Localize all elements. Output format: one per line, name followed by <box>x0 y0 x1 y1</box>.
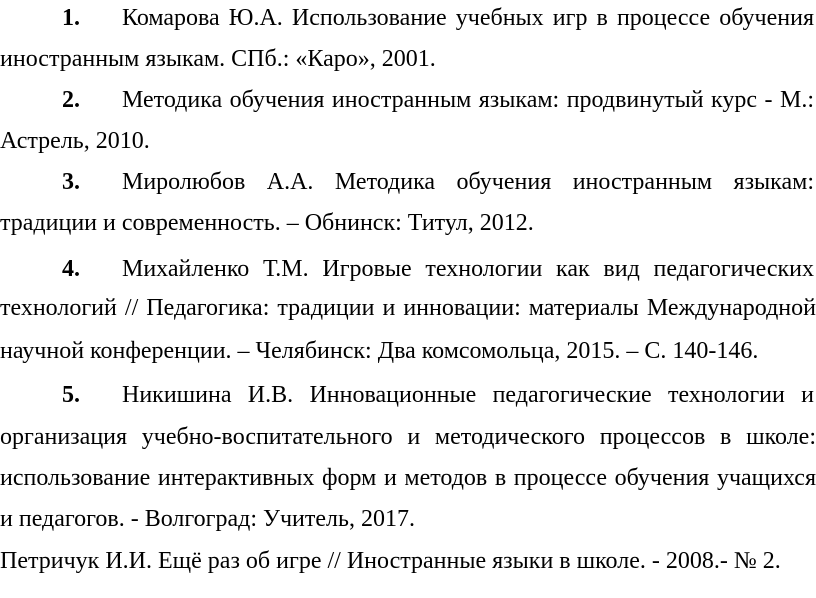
reference-text: Миролюбов А.А. Методика обучения иностранным языкам: <box>122 169 814 195</box>
reference-line: традиции и современность. – Обнинск: Титул, 2012. <box>0 210 534 236</box>
reference-number: 1. <box>62 5 80 31</box>
reference-number: 2. <box>62 87 80 113</box>
reference-line: иностранным языкам. СПб.: «Каро», 2001. <box>0 46 436 72</box>
reference-text: Комарова Ю.А. Использование учебных игр в процессе обучения <box>122 5 814 31</box>
reference-line: Астрель, 2010. <box>0 128 150 154</box>
reference-text: Методика обучения иностранным языкам: продвинутый курс - М.: <box>122 87 814 113</box>
reference-line: технологий // Педагогика: традиции и инновации: материалы Международной <box>0 295 816 321</box>
reference-line: научной конференции. – Челябинск: Два комсомольца, 2015. – С. 140-146. <box>0 338 759 364</box>
reference-line: и педагогов. - Волгоград: Учитель, 2017. <box>0 506 415 532</box>
reference-text: Никишина И.В. Инновационные педагогические технологии и <box>122 382 814 408</box>
trailing-reference: Петричук И.И. Ещё раз об игре // Иностранные языки в школе. - 2008.- № 2. <box>0 548 781 574</box>
reference-line <box>0 247 816 291</box>
reference-line <box>0 78 816 122</box>
reference-number: 4. <box>62 256 80 282</box>
reference-line: использование интерактивных форм и методов в процессе обучения учащихся <box>0 465 816 491</box>
reference-number: 3. <box>62 169 80 195</box>
reference-number: 5. <box>62 382 80 408</box>
reference-line: организация учебно-воспитательного и методического процессов в школе: <box>0 424 816 450</box>
reference-text: Михайленко Т.М. Игровые технологии как вид педагогических <box>122 256 814 282</box>
reference-line <box>0 0 816 40</box>
reference-line <box>0 160 816 204</box>
reference-line <box>0 373 816 417</box>
